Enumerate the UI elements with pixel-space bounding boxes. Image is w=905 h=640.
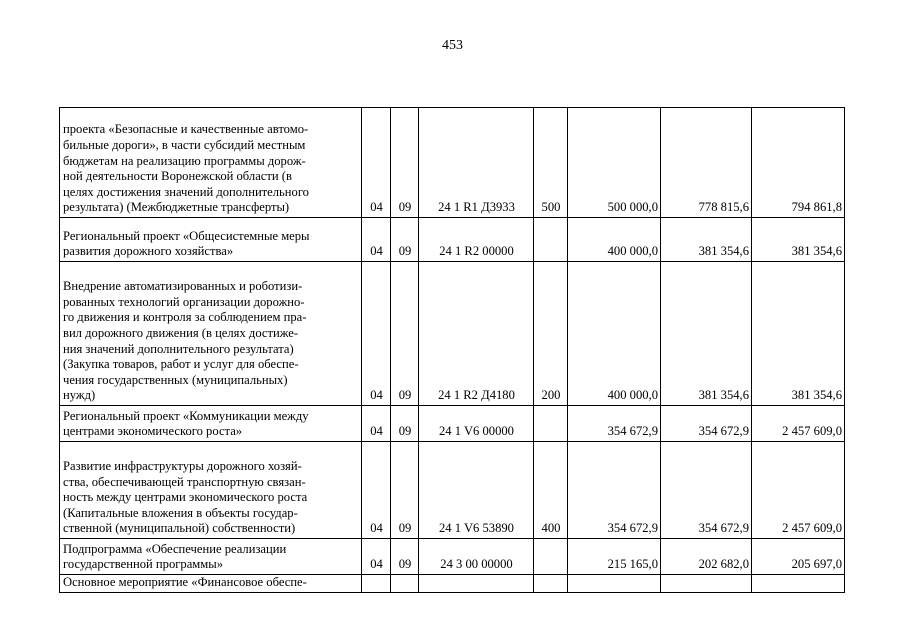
item-name-line: центрами экономического роста» xyxy=(63,424,243,439)
item-name-line: проекта «Безопасные и качественные автомо- xyxy=(63,122,309,137)
item-name-line: вил дорожного движения (в целях достиже- xyxy=(63,326,299,341)
item-name-line: государственной программы» xyxy=(63,557,223,572)
table-row xyxy=(60,262,845,406)
amount-year2-cell: 202 682,0 xyxy=(661,539,752,575)
item-name-line: Подпрограмма «Обеспечение реализации xyxy=(63,541,287,556)
item-name-line: ния значений дополнительного результата) xyxy=(63,341,294,356)
table-row xyxy=(60,218,845,262)
target-article-cell: 24 1 V6 53890 xyxy=(419,442,534,539)
item-name-cell xyxy=(60,575,362,593)
item-name-cell xyxy=(60,108,362,218)
section-code-cell: 04 xyxy=(362,539,391,575)
item-name-line: рованных технологий организации дорожно- xyxy=(63,294,305,309)
item-name-line: Региональный проект «Коммуникации между xyxy=(63,408,309,423)
table-body xyxy=(60,108,845,593)
table-row xyxy=(60,108,845,218)
target-article-cell xyxy=(419,575,534,593)
expense-type-cell xyxy=(534,539,568,575)
subsection-code-cell xyxy=(391,575,419,593)
item-name-line: ственной (муниципальной) собственности) xyxy=(63,521,296,536)
amount-year3-cell: 2 457 609,0 xyxy=(752,406,845,442)
table-row xyxy=(60,406,845,442)
amount-year3-cell xyxy=(752,575,845,593)
item-name-line: Региональный проект «Общесистемные меры xyxy=(63,228,310,243)
expense-type-cell xyxy=(534,218,568,262)
item-name-line: ной деятельности Воронежской области (в xyxy=(63,169,292,184)
table-row xyxy=(60,539,845,575)
item-name-line: (Закупка товаров, работ и услуг для обеспе- xyxy=(63,357,299,372)
table-row xyxy=(60,442,845,539)
subsection-code-cell: 09 xyxy=(391,218,419,262)
item-name-line: бюджетам на реализацию программы дорож- xyxy=(63,153,306,168)
item-name-line: ства, обеспечивающей транспортную связан- xyxy=(63,474,306,489)
item-name-cell xyxy=(60,406,362,442)
amount-year3-cell: 2 457 609,0 xyxy=(752,442,845,539)
amount-year1-cell: 354 672,9 xyxy=(568,442,661,539)
item-name-line: развития дорожного хозяйства» xyxy=(63,244,234,259)
amount-year2-cell: 778 815,6 xyxy=(661,108,752,218)
item-name-line: Основное мероприятие «Финансовое обеспе- xyxy=(63,575,307,589)
expense-type-cell: 500 xyxy=(534,108,568,218)
subsection-code-cell: 09 xyxy=(391,442,419,539)
subsection-code-cell: 09 xyxy=(391,262,419,406)
amount-year2-cell: 354 672,9 xyxy=(661,442,752,539)
expense-type-cell xyxy=(534,406,568,442)
amount-year3-cell: 381 354,6 xyxy=(752,262,845,406)
amount-year1-cell: 400 000,0 xyxy=(568,218,661,262)
target-article-cell: 24 1 R1 Д3933 xyxy=(419,108,534,218)
item-name-line: ность между центрами экономического роста xyxy=(63,490,308,505)
item-name-line: го движения и контроля за соблюдением пра- xyxy=(63,310,307,325)
budget-table xyxy=(59,107,845,593)
amount-year2-cell: 354 672,9 xyxy=(661,406,752,442)
target-article-cell: 24 3 00 00000 xyxy=(419,539,534,575)
amount-year2-cell xyxy=(661,575,752,593)
item-name-line: Развитие инфраструктуры дорожного хозяй- xyxy=(63,459,302,474)
amount-year3-cell: 794 861,8 xyxy=(752,108,845,218)
subsection-code-cell: 09 xyxy=(391,406,419,442)
section-code-cell xyxy=(362,575,391,593)
item-name-line: (Капитальные вложения в объекты государ- xyxy=(63,505,298,520)
section-code-cell: 04 xyxy=(362,406,391,442)
amount-year2-cell: 381 354,6 xyxy=(661,218,752,262)
amount-year3-cell: 205 697,0 xyxy=(752,539,845,575)
section-code-cell: 04 xyxy=(362,218,391,262)
item-name-cell xyxy=(60,539,362,575)
target-article-cell: 24 1 V6 00000 xyxy=(419,406,534,442)
item-name-line: бильные дороги», в части субсидий местным xyxy=(63,138,306,153)
target-article-cell: 24 1 R2 00000 xyxy=(419,218,534,262)
item-name-cell xyxy=(60,218,362,262)
item-name-line: чения государственных (муниципальных) xyxy=(63,372,288,387)
subsection-code-cell: 09 xyxy=(391,539,419,575)
section-code-cell: 04 xyxy=(362,262,391,406)
expense-type-cell xyxy=(534,575,568,593)
item-name-cell xyxy=(60,442,362,539)
subsection-code-cell: 09 xyxy=(391,108,419,218)
item-name-line: Внедрение автоматизированных и роботизи- xyxy=(63,279,303,294)
amount-year1-cell xyxy=(568,575,661,593)
amount-year1-cell: 500 000,0 xyxy=(568,108,661,218)
amount-year3-cell: 381 354,6 xyxy=(752,218,845,262)
table-row xyxy=(60,575,845,593)
expense-type-cell: 200 xyxy=(534,262,568,406)
amount-year2-cell: 381 354,6 xyxy=(661,262,752,406)
amount-year1-cell: 215 165,0 xyxy=(568,539,661,575)
expense-type-cell: 400 xyxy=(534,442,568,539)
item-name-line: нужд) xyxy=(63,388,96,403)
amount-year1-cell: 354 672,9 xyxy=(568,406,661,442)
amount-year1-cell: 400 000,0 xyxy=(568,262,661,406)
section-code-cell: 04 xyxy=(362,108,391,218)
target-article-cell: 24 1 R2 Д4180 xyxy=(419,262,534,406)
section-code-cell: 04 xyxy=(362,442,391,539)
item-name-line: результата) (Межбюджетные трансферты) xyxy=(63,200,290,215)
page-number: 453 xyxy=(442,38,463,53)
item-name-line: целях достижения значений дополнительного xyxy=(63,184,309,199)
item-name-cell xyxy=(60,262,362,406)
